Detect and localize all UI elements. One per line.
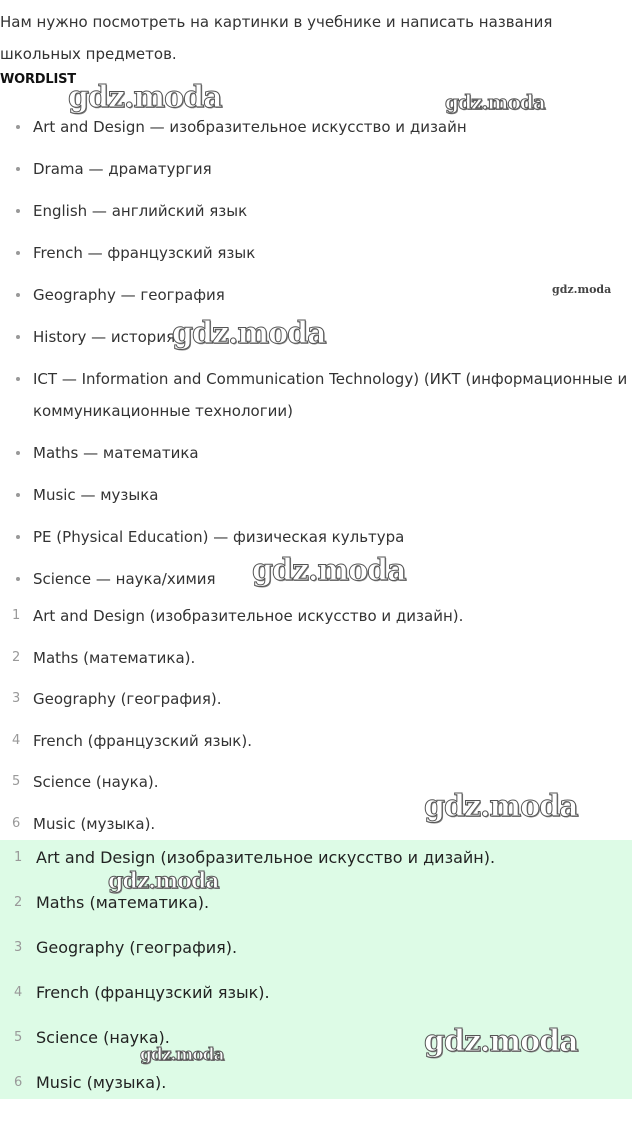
wordlist-item-text: Science — наука/химия xyxy=(33,570,216,588)
bullet-icon xyxy=(16,377,20,381)
item-number: 5 xyxy=(12,774,21,790)
list-item xyxy=(0,683,632,715)
item-number: 6 xyxy=(12,815,21,831)
answer-text: Art and Design (изобразительное искусство и дизайн). xyxy=(33,607,464,625)
item-number: 1 xyxy=(14,850,23,865)
item-number: 4 xyxy=(12,732,21,748)
wordlist-item-text: English — английский язык xyxy=(33,202,248,220)
list-item xyxy=(0,842,632,874)
bullet-icon xyxy=(16,493,20,497)
answer-text: Maths (математика). xyxy=(33,648,196,667)
answer-box xyxy=(0,840,632,1099)
list-item xyxy=(0,479,632,511)
wordlist-item-text: PE (Physical Education) — физическая культура xyxy=(33,528,405,546)
item-number: 1 xyxy=(12,608,21,623)
answer-text: Science (наука). xyxy=(33,773,159,792)
list-item xyxy=(0,725,632,757)
wordlist xyxy=(0,111,632,605)
list-item xyxy=(0,1067,632,1099)
wordlist-item-text: Drama — драматургия xyxy=(33,160,212,178)
answer-box-list xyxy=(0,842,632,1112)
wordlist-heading: WORDLIST xyxy=(0,72,76,87)
item-number: 4 xyxy=(14,985,23,1000)
wordlist-item-text: History — история xyxy=(33,328,176,346)
list-item xyxy=(0,437,632,469)
watermark: gdz.moda xyxy=(172,316,326,351)
watermark: gdz.moda xyxy=(140,1045,224,1065)
list-item xyxy=(0,195,632,227)
bullet-icon xyxy=(16,335,20,339)
item-number: 3 xyxy=(14,940,23,955)
wordlist-item-text: Maths — математика xyxy=(33,444,199,462)
list-item xyxy=(0,111,632,143)
bullet-icon xyxy=(16,209,20,213)
bullet-icon xyxy=(16,535,20,539)
watermark: gdz.moda xyxy=(445,90,545,114)
answer-text: French (французский язык). xyxy=(33,731,252,750)
answer-text: Geography (география). xyxy=(33,690,222,709)
watermark: gdz.moda xyxy=(424,789,578,824)
intro-text: Нам нужно посмотреть на картинки в учебнике и написать названия школьных предметов. xyxy=(0,13,553,63)
list-item xyxy=(0,642,632,674)
answer-text: Music (музыка). xyxy=(36,1073,167,1092)
list-item xyxy=(0,600,632,632)
item-number: 3 xyxy=(12,691,21,707)
wordlist-item-text: Music — музыка xyxy=(33,486,159,504)
list-item xyxy=(0,363,632,427)
bullet-icon xyxy=(16,451,20,455)
list-item xyxy=(0,808,632,840)
item-number: 6 xyxy=(14,1075,23,1090)
bullet-icon xyxy=(16,577,20,581)
list-item xyxy=(0,887,632,919)
list-item xyxy=(0,932,632,964)
watermark: gdz.moda xyxy=(108,868,219,894)
list-item xyxy=(0,321,632,353)
item-number: 5 xyxy=(14,1030,23,1045)
answer-text: Science (наука). xyxy=(36,1028,170,1047)
list-item xyxy=(0,977,632,1009)
answer-text: Maths (математика). xyxy=(36,893,210,912)
bullet-icon xyxy=(16,125,20,129)
answer-text: Geography (география). xyxy=(36,938,238,957)
answer-text: Music (музыка). xyxy=(33,814,156,833)
list-item xyxy=(0,279,632,311)
item-number: 2 xyxy=(14,895,23,910)
answer-list xyxy=(0,600,632,850)
watermark: gdz.moda xyxy=(424,1024,578,1059)
list-item xyxy=(0,153,632,185)
wordlist-item-text: Art and Design — изобразительное искусство и дизайн xyxy=(33,118,467,136)
wordlist-item-text: Geography — география xyxy=(33,286,225,304)
answer-text: French (французский язык). xyxy=(36,983,270,1002)
bullet-icon xyxy=(16,167,20,171)
wordlist-item-text: French — французский язык xyxy=(33,244,256,262)
bullet-icon xyxy=(16,251,20,255)
watermark: gdz.moda xyxy=(552,283,612,296)
watermark: gdz.moda xyxy=(68,80,222,115)
wordlist-item-text: ICT — Information and Communication Technology) (ИКТ (информационные и коммуникационные технологии) xyxy=(33,370,628,420)
answer-text: Art and Design (изобразительное искусство и дизайн). xyxy=(36,848,496,867)
watermark: gdz.moda xyxy=(252,553,406,588)
item-number: 2 xyxy=(12,649,21,665)
list-item xyxy=(0,766,632,798)
list-item xyxy=(0,237,632,269)
bullet-icon xyxy=(16,293,20,297)
list-item xyxy=(0,563,632,595)
list-item xyxy=(0,1022,632,1054)
list-item xyxy=(0,521,632,553)
